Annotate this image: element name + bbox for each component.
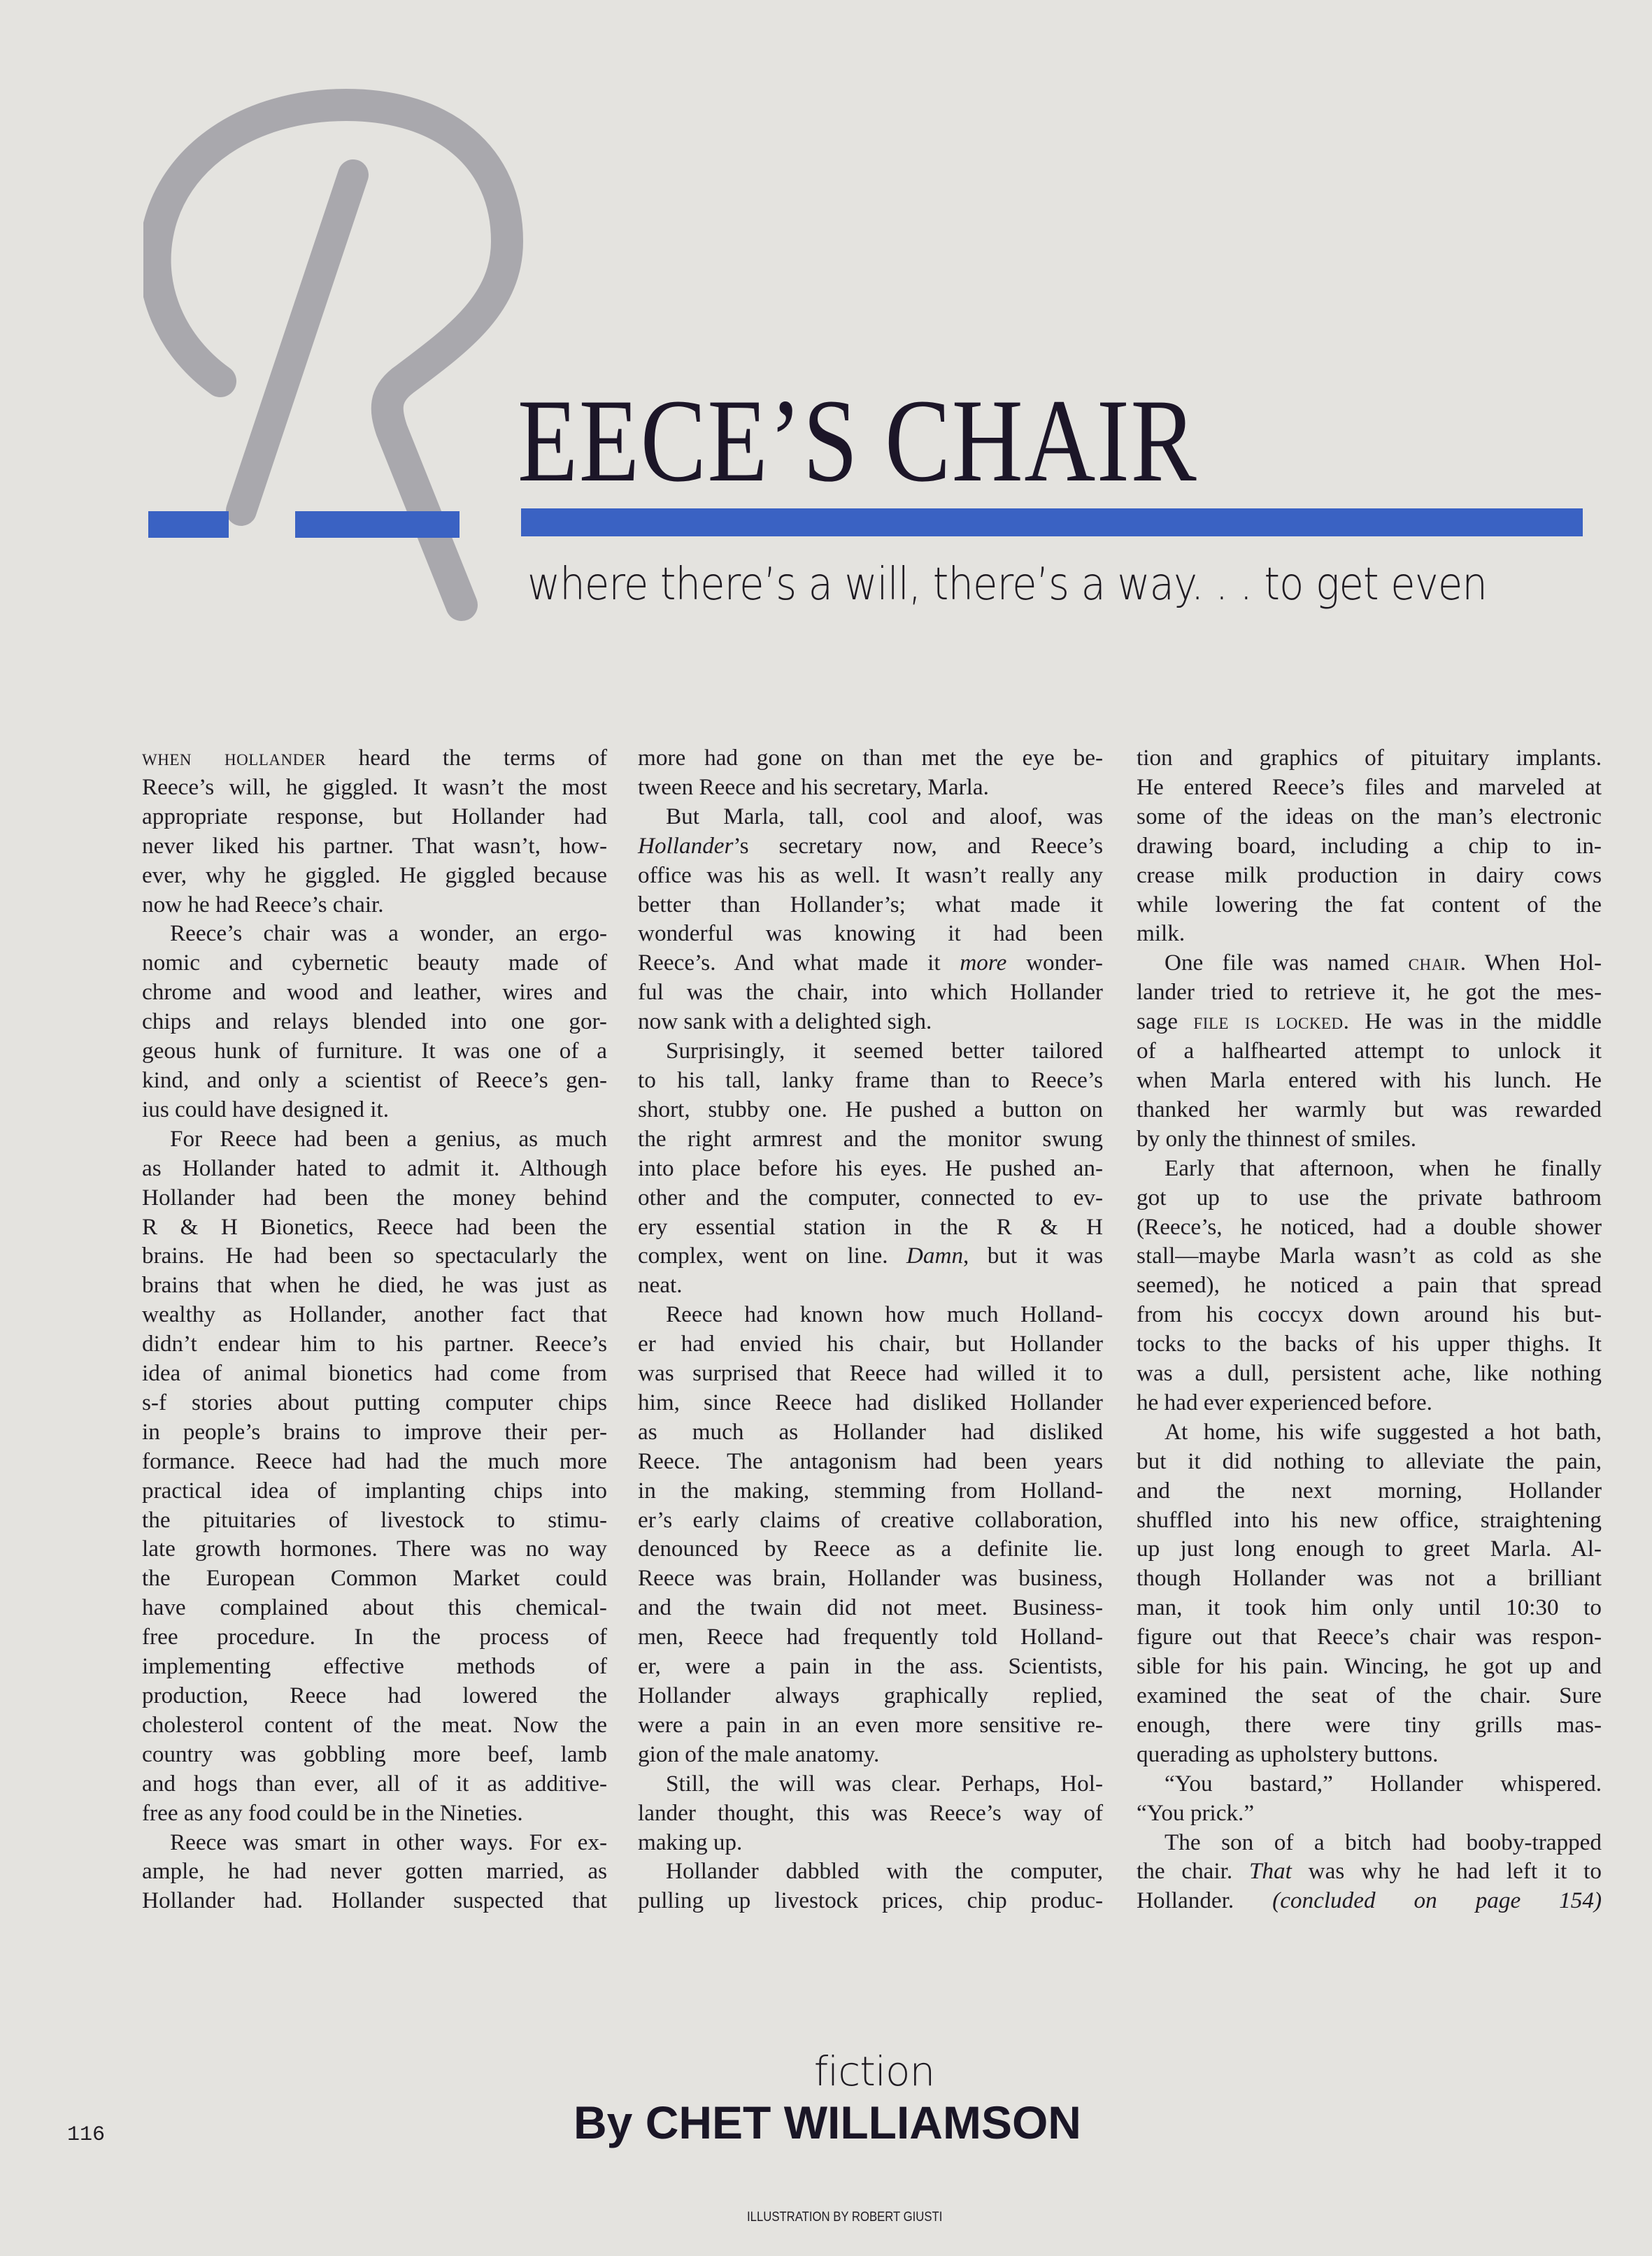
text-line: the chair. That was why he had left it to [1137,1858,1602,1885]
text-line: (Reece’s, he noticed, had a double shower [1137,1213,1602,1240]
text-line: Reece’s. And what made it more wonder- [638,950,1103,976]
text-line: For Reece had been a genius, as much [170,1125,607,1152]
text-line: Reece had known how much Holland- [666,1301,1103,1328]
text-line: Reece was brain, Hollander was business, [638,1565,1103,1592]
text-line: enough, there were tiny grills mas- [1137,1711,1602,1738]
text-line: R & H Bionetics, Reece had been the [142,1213,607,1240]
text-line: Surprisingly, it seemed better tailored [666,1038,1103,1064]
text-line: Hollander dabbled with the computer, [666,1858,1103,1885]
text-line: were a pain in an even more sensitive re- [638,1711,1103,1738]
text-line: the pituitaries of livestock to stimu- [142,1506,607,1533]
body-column-3 [1137,743,1602,1915]
text-line: sage file is locked. He was in the middle [1137,1008,1602,1035]
text-line: ius could have designed it. [142,1096,390,1122]
text-line: more had gone on than met the eye be- [638,745,1103,771]
text-line: as much as Hollander had disliked [638,1418,1103,1445]
text-line: when hollander heard the terms of [142,745,608,771]
text-line: by only the thinnest of smiles. [1137,1125,1417,1152]
text-line: as Hollander hated to admit it. Although [142,1155,607,1181]
text-line: never liked his partner. That wasn’t, how- [142,832,607,859]
text-line: ery essential station in the R & H [638,1213,1103,1240]
text-line: formance. Reece had had the much more [142,1448,607,1474]
text-line: tocks to the backs of his upper thighs. It [1137,1331,1602,1357]
text-line: but it did nothing to alleviate the pain, [1137,1448,1602,1474]
text-line: seemed), he noticed a pain that spread [1137,1272,1602,1299]
text-line: though Hollander was not a brilliant [1137,1565,1602,1592]
text-line: stall—maybe Marla wasn’t as cold as she [1137,1243,1602,1269]
text-line: making up. [638,1829,743,1855]
text-line: brains. He had been so spectacularly the [142,1243,607,1269]
text-line: geous hunk of furniture. It was one of a [142,1038,607,1064]
text-line: men, Reece had frequently told Holland- [638,1624,1103,1650]
text-line: chips and relays blended into one gor- [142,1008,607,1035]
text-line: er had envied his chair, but Hollander [638,1331,1103,1357]
text-line: late growth hormones. There was no way [142,1536,607,1562]
page-number: 116 [67,2123,106,2147]
text-line: of a halfhearted attempt to unlock it [1137,1038,1602,1064]
text-line: nomic and cybernetic beauty made of [142,950,607,976]
body-column-1 [142,743,607,1915]
accent-rule-1 [148,511,229,538]
text-line: milk. [1137,920,1185,947]
text-line: Still, the will was clear. Perhaps, Hol- [666,1770,1103,1797]
text-line: drawing board, including a chip to in- [1137,832,1602,859]
text-line: shuffled into his new office, straightening [1137,1506,1602,1533]
text-line: ever, why he giggled. He giggled because [142,862,607,888]
text-line: pulling up livestock prices, chip produc- [638,1887,1103,1914]
text-line: free as any food could be in the Nineties. [142,1799,523,1826]
text-line: He entered Reece’s files and marveled at [1137,773,1602,800]
text-line: At home, his wife suggested a hot bath, [1165,1418,1602,1445]
text-line: Hollander’s secretary now, and Reece’s [638,832,1103,859]
text-line: wonderful was knowing it had been [638,920,1103,947]
text-line: But Marla, tall, cool and aloof, was [666,803,1103,829]
text-line: from his coccyx down around his but- [1137,1301,1602,1328]
text-line: crease milk production in dairy cows [1137,862,1602,888]
text-line: some of the ideas on the man’s electronic [1137,803,1602,829]
text-line: was a dull, persistent ache, like nothing [1137,1360,1602,1387]
decorative-initial-r-icon [143,80,563,633]
text-line: s-f stories about putting computer chips [142,1389,607,1415]
text-line: to his tall, lanky frame than to Reece’s [638,1066,1103,1093]
text-line: country was gobbling more beef, lamb [142,1741,607,1767]
text-line: thanked her warmly but was rewarded [1137,1096,1602,1122]
text-line: Early that afternoon, when he finally [1165,1155,1602,1181]
text-line: in people’s brains to improve their per- [142,1418,607,1445]
text-line: got up to use the private bathroom [1137,1184,1602,1211]
text-line: better than Hollander’s; what made it [638,891,1103,918]
text-line: er’s early claims of creative collaboration, [638,1506,1103,1533]
text-line: Hollander. (concluded on page 154) [1137,1887,1602,1914]
text-line: didn’t endear him to his partner. Reece’s [142,1331,607,1357]
text-line: office was his as well. It wasn’t really any [638,862,1103,888]
section-label: fiction [813,2048,935,2095]
text-line: other and the computer, connected to ev- [638,1184,1103,1211]
text-line: was surprised that Reece had willed it to [638,1360,1103,1387]
text-line: appropriate response, but Hollander had [142,803,607,829]
text-line: chrome and wood and leather, wires and [142,979,607,1006]
text-line: neat. [638,1272,683,1299]
text-line: the right armrest and the monitor swung [638,1125,1103,1152]
text-line: querading as upholstery buttons. [1137,1741,1439,1767]
text-line: him, since Reece had disliked Hollander [638,1389,1103,1415]
text-line: cholesterol content of the meat. Now the [142,1711,607,1738]
text-line: now sank with a delighted sigh. [638,1008,932,1035]
text-line: man, it took him only until 10:30 to [1137,1594,1602,1621]
accent-rule-3 [521,508,1583,536]
accent-rule-2 [295,511,460,538]
text-line: The son of a bitch had booby-trapped [1165,1829,1602,1855]
text-line: lander thought, this was Reece’s way of [638,1799,1103,1826]
text-line: idea of animal bionetics had come from [142,1360,607,1387]
body-column-2 [638,743,1103,1915]
text-line: short, stubby one. He pushed a button on [638,1096,1103,1122]
text-line: in the making, stemming from Holland- [638,1477,1103,1504]
text-line: and the next morning, Hollander [1137,1477,1602,1504]
text-line: he had ever experienced before. [1137,1389,1432,1415]
text-line: sible for his pain. Wincing, he got up and [1137,1653,1602,1680]
text-line: the European Common Market could [142,1565,607,1592]
text-line: gion of the male anatomy. [638,1741,880,1767]
text-line: while lowering the fat content of the [1137,891,1602,918]
text-line: Reece’s chair was a wonder, an ergo- [170,920,607,947]
text-line: ample, he had never gotten married, as [142,1858,607,1885]
text-line: examined the seat of the chair. Sure [1137,1683,1602,1708]
text-line: Hollander had been the money behind [142,1184,607,1211]
text-line: lander tried to retrieve it, he got the mes- [1137,979,1602,1006]
text-line: and the twain did not meet. Business- [638,1594,1103,1621]
text-line: and hogs than ever, all of it as additive- [142,1770,607,1797]
article-title: EECE’S CHAIR [518,375,1198,506]
text-line: up just long enough to greet Marla. Al- [1137,1536,1602,1562]
text-line: kind, and only a scientist of Reece’s gen- [142,1066,607,1093]
text-line: free procedure. In the process of [142,1624,607,1650]
text-line: “You bastard,” Hollander whispered. [1165,1770,1602,1797]
text-line: Hollander always graphically replied, [638,1683,1103,1708]
text-line: Reece. The antagonism had been years [638,1448,1103,1474]
text-line: ful was the chair, into which Hollander [638,979,1103,1006]
text-line: production, Reece had lowered the [142,1683,607,1708]
text-line: tween Reece and his secretary, Marla. [638,773,989,800]
text-line: wealthy as Hollander, another fact that [142,1301,607,1328]
text-line: One file was named chair. When Hol- [1165,950,1602,976]
text-line: now he had Reece’s chair. [142,891,384,918]
text-line: Reece’s will, he giggled. It wasn’t the most [142,773,607,800]
text-line: brains that when he died, he was just as [142,1272,607,1299]
text-line: Reece was smart in other ways. For ex- [170,1829,607,1855]
text-line: into place before his eyes. He pushed an- [638,1155,1103,1181]
text-line: er, were a pain in the ass. Scientists, [638,1653,1103,1680]
article-subtitle: where there’s a will, there’s a way. . . to get even [527,559,1488,611]
text-line: implementing effective methods of [142,1653,607,1680]
text-line: when Marla entered with his lunch. He [1137,1066,1602,1093]
text-line: “You prick.” [1137,1799,1255,1826]
text-line: Hollander had. Hollander suspected that [142,1887,607,1914]
text-line: complex, went on line. Damn, but it was [638,1243,1103,1269]
text-line: practical idea of implanting chips into [142,1477,607,1504]
text-line: tion and graphics of pituitary implants. [1137,745,1602,771]
author-byline: By CHET WILLIAMSON [574,2097,1081,2148]
illustration-credit: ILLUSTRATION BY ROBERT GIUSTI [747,2210,943,2225]
text-line: have complained about this chemical- [142,1594,607,1621]
text-line: denounced by Reece as a definite lie. [638,1536,1103,1562]
text-line: figure out that Reece’s chair was respon- [1137,1624,1602,1650]
